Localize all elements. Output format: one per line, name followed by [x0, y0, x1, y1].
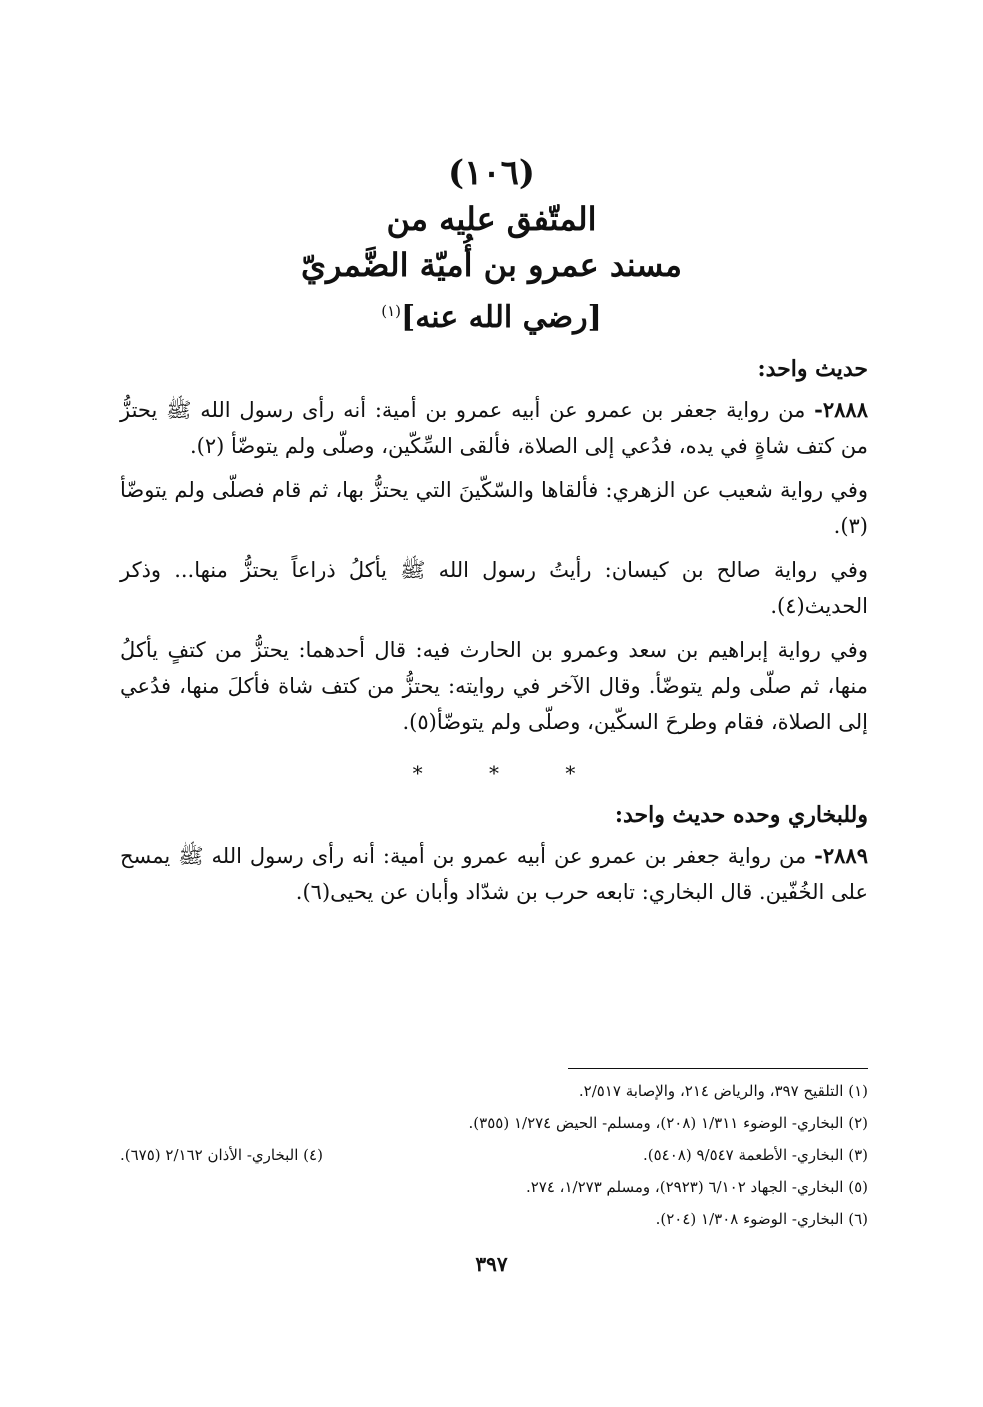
main-text: [120, 352, 868, 918]
footnote-5: (٥) البخاري- الجهاد ٦/١٠٢ (٢٩٢٣)، ومسلم ١/٢٧٣، ٢٧٤.: [525, 1178, 868, 1196]
chapter-title-honorific: [رضي الله عنه]: [401, 300, 602, 335]
footnote-3: (٣) البخاري- الأطعمة ٩/٥٤٧ (٥٤٠٨).: [642, 1146, 868, 1164]
footnotes: [120, 1068, 868, 1235]
narration-shuayb: وفي رواية شعيب عن الزهري: فألقاها والسّكّينَ التي يحتزُّ بها، ثم قام فصلّى ولم يتوضّأ (٣).: [120, 478, 868, 538]
chapter-title-line3: [0, 288, 983, 341]
chapter-header: [0, 150, 983, 341]
section-separator: * * *: [412, 761, 576, 785]
chapter-number: (١٠٦): [448, 153, 535, 193]
chapter-title-line1: المتّفق عليه من: [386, 200, 597, 238]
footnote-4: (٤) البخاري- الأذان ٢/١٦٢ (٦٧٥).: [120, 1146, 323, 1164]
footnote-divider: [568, 1068, 868, 1069]
hadith-2888-text: من رواية جعفر بن عمرو عن أبيه عمرو بن أمية: أنه رأى رسول الله ﷺ يحتزُّ من كتف شاةٍ في يده، فدُعي إلى الصلاة، فألقى السِّكّين، وصلّى ولم يتوضّأ (٢).: [120, 398, 868, 458]
narration-ibrahim: وفي رواية إبراهيم بن سعد وعمرو بن الحارث فيه: قال أحدهما: يحتزُّ من كتفٍ يأكلُ منها، ثم صلّى ولم يتوضّأ. وقال الآخر في روايته: يحتزُّ من كتف شاة فأكلَ منها، فدُعي إلى الصلاة، فقام وطرحَ السكّين، وصلّى ولم يتوضّأ(٥).: [120, 638, 868, 734]
footnote-1: (١) التلقيح ٣٩٧، والرياض ٢١٤، والإصابة ٢/٥١٧.: [578, 1082, 868, 1100]
section-heading-1: حديث واحد:: [757, 356, 868, 382]
footnote-ref-1: (١): [381, 302, 401, 320]
hadith-2889-text: من رواية جعفر بن عمرو عن أبيه عمرو بن أمية: أنه رأى رسول الله ﷺ يمسح على الخُفّين. قال البخاري: تابعه حرب بن شدّاد وأبان عن يحيى(٦).: [120, 844, 868, 904]
section-heading-2: وللبخاري وحده حديث واحد:: [614, 802, 868, 828]
footnote-6: (٦) البخاري- الوضوء ١/٣٠٨ (٢٠٤).: [655, 1210, 868, 1228]
footnote-2: (٢) البخاري- الوضوء ١/٣١١ (٢٠٨)، ومسلم- الحيض ١/٢٧٤ (٣٥٥).: [468, 1114, 868, 1132]
chapter-title-line2: مسند عمرو بن أُميّة الضَّمريّ: [300, 246, 683, 284]
hadith-number-2888: ٢٨٨٨-: [814, 397, 868, 422]
narration-salih: وفي رواية صالح بن كيسان: رأيتُ رسول الله ﷺ يأكلُ ذراعاً يحتزُّ منها... وذكر الحديث(٤).: [120, 558, 868, 618]
hadith-2889: [120, 838, 868, 910]
hadith-2888: [120, 392, 868, 464]
page-number: ٣٩٧: [475, 1252, 508, 1276]
hadith-number-2889: ٢٨٨٩-: [814, 843, 868, 868]
footnote-row-3-4: [120, 1139, 868, 1171]
